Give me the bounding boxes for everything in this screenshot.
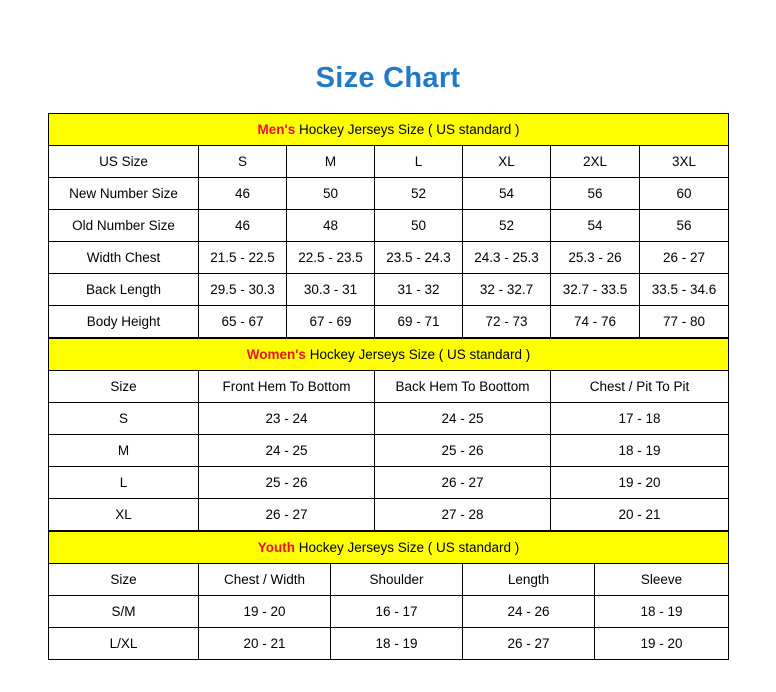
row-label: XL (49, 499, 199, 531)
row-label: Old Number Size (49, 210, 199, 242)
row-label: Body Height (49, 306, 199, 338)
table-row (49, 371, 729, 403)
data-cell: 24 - 25 (199, 435, 375, 467)
table-row (49, 467, 729, 499)
youth-band-accent: Youth (257, 540, 295, 555)
row-label: Width Chest (49, 242, 199, 274)
youth-header-cell: Sleeve (595, 564, 729, 596)
data-cell: 18 - 19 (595, 596, 729, 628)
youth-header-cell: Shoulder (331, 564, 463, 596)
table-row (49, 564, 729, 596)
data-cell: 32 - 32.7 (463, 274, 551, 306)
data-cell: 50 (287, 178, 375, 210)
youth-band-row (49, 532, 729, 564)
data-cell: 22.5 - 23.5 (287, 242, 375, 274)
womens-band-cell (49, 339, 729, 371)
mens-header-cell: 3XL (640, 146, 729, 178)
data-cell: 74 - 76 (551, 306, 640, 338)
womens-header-cell: Back Hem To Boottom (375, 371, 551, 403)
table-row (49, 306, 729, 338)
youth-header-cell: Size (49, 564, 199, 596)
youth-size-table (48, 531, 729, 660)
data-cell: 24 - 26 (463, 596, 595, 628)
data-cell: 67 - 69 (287, 306, 375, 338)
youth-header-cell: Length (463, 564, 595, 596)
row-label: L (49, 467, 199, 499)
data-cell: 56 (551, 178, 640, 210)
data-cell: 18 - 19 (331, 628, 463, 660)
row-label: New Number Size (49, 178, 199, 210)
data-cell: 18 - 19 (551, 435, 729, 467)
row-label: M (49, 435, 199, 467)
data-cell: 46 (199, 210, 287, 242)
row-label: S/M (49, 596, 199, 628)
mens-header-cell: XL (463, 146, 551, 178)
table-row (49, 435, 729, 467)
data-cell: 17 - 18 (551, 403, 729, 435)
size-chart-tables (48, 113, 728, 660)
table-row (49, 146, 729, 178)
mens-band-accent: Men's (257, 122, 296, 137)
youth-band-rest: Hockey Jerseys Size ( US standard ) (294, 540, 520, 555)
data-cell: 54 (551, 210, 640, 242)
data-cell: 16 - 17 (331, 596, 463, 628)
table-row (49, 403, 729, 435)
data-cell: 25 - 26 (199, 467, 375, 499)
data-cell: 19 - 20 (595, 628, 729, 660)
data-cell: 56 (640, 210, 729, 242)
mens-header-cell: S (199, 146, 287, 178)
womens-header-cell: Size (49, 371, 199, 403)
data-cell: 31 - 32 (375, 274, 463, 306)
row-label: L/XL (49, 628, 199, 660)
data-cell: 26 - 27 (463, 628, 595, 660)
data-cell: 77 - 80 (640, 306, 729, 338)
data-cell: 21.5 - 22.5 (199, 242, 287, 274)
mens-band-rest: Hockey Jerseys Size ( US standard ) (295, 122, 520, 137)
table-row (49, 274, 729, 306)
page-title: Size Chart (315, 62, 461, 94)
table-row (49, 210, 729, 242)
youth-band-cell (49, 532, 729, 564)
data-cell: 24 - 25 (375, 403, 551, 435)
mens-header-cell: US Size (49, 146, 199, 178)
data-cell: 29.5 - 30.3 (199, 274, 287, 306)
mens-header-cell: M (287, 146, 375, 178)
table-row (49, 242, 729, 274)
data-cell: 23 - 24 (199, 403, 375, 435)
data-cell: 26 - 27 (375, 467, 551, 499)
data-cell: 32.7 - 33.5 (551, 274, 640, 306)
data-cell: 25.3 - 26 (551, 242, 640, 274)
data-cell: 30.3 - 31 (287, 274, 375, 306)
mens-size-table (48, 113, 729, 338)
mens-header-cell: L (375, 146, 463, 178)
row-label: Back Length (49, 274, 199, 306)
womens-band-rest: Hockey Jerseys Size ( US standard ) (305, 347, 531, 362)
mens-band-row (49, 114, 729, 146)
data-cell: 24.3 - 25.3 (463, 242, 551, 274)
data-cell: 27 - 28 (375, 499, 551, 531)
data-cell: 54 (463, 178, 551, 210)
womens-header-cell: Front Hem To Bottom (199, 371, 375, 403)
womens-header-cell: Chest / Pit To Pit (551, 371, 729, 403)
data-cell: 60 (640, 178, 729, 210)
table-row (49, 499, 729, 531)
data-cell: 65 - 67 (199, 306, 287, 338)
data-cell: 72 - 73 (463, 306, 551, 338)
data-cell: 48 (287, 210, 375, 242)
data-cell: 69 - 71 (375, 306, 463, 338)
data-cell: 25 - 26 (375, 435, 551, 467)
data-cell: 19 - 20 (199, 596, 331, 628)
table-row (49, 628, 729, 660)
youth-header-cell: Chest / Width (199, 564, 331, 596)
mens-band-cell (49, 114, 729, 146)
table-row (49, 596, 729, 628)
womens-size-table (48, 338, 729, 531)
womens-band-row (49, 339, 729, 371)
table-row (49, 178, 729, 210)
data-cell: 23.5 - 24.3 (375, 242, 463, 274)
data-cell: 46 (199, 178, 287, 210)
data-cell: 26 - 27 (199, 499, 375, 531)
data-cell: 52 (463, 210, 551, 242)
data-cell: 19 - 20 (551, 467, 729, 499)
data-cell: 52 (375, 178, 463, 210)
mens-header-cell: 2XL (551, 146, 640, 178)
data-cell: 50 (375, 210, 463, 242)
data-cell: 33.5 - 34.6 (640, 274, 729, 306)
data-cell: 20 - 21 (551, 499, 729, 531)
data-cell: 26 - 27 (640, 242, 729, 274)
row-label: S (49, 403, 199, 435)
womens-band-accent: Women's (246, 347, 306, 362)
data-cell: 20 - 21 (199, 628, 331, 660)
